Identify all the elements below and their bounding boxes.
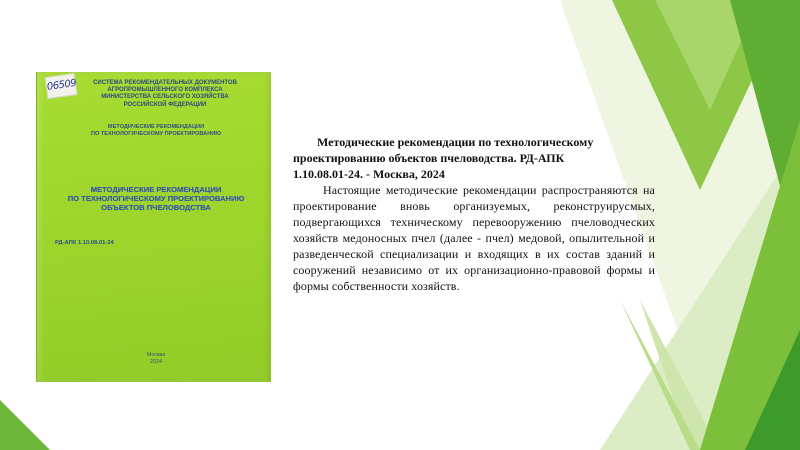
cover-year: 2024 [150,359,162,365]
cover-title-line: ПО ТЕХНОЛОГИЧЕСКОМУ ПРОЕКТИРОВАНИЮ [67,194,245,204]
cover-imprint [47,352,265,366]
description-heading [293,134,655,182]
cover-title-line: ОБЪЕКТОВ ПЧЕЛОВОДСТВА [101,203,211,213]
description-heading-line: Методические рекомендации по технологическому [317,135,594,149]
cover-document-code: РД-АПК 1.10.08.01-24 [55,240,114,246]
book-cover [36,72,271,382]
cover-subtitle-line: МЕТОДИЧЕСКИЕ РЕКОМЕНДАЦИИ [107,124,205,130]
cover-city: Москва [146,352,166,358]
description-body: Настоящие методические рекомендации распространяются на проектирование вновь организуемых, реконструирусмых, подвергающихся техническому перевооружению пчеловодческих хозяйств медоносных пчел (далее - пчел) медовой, опылительной и разведенческой специализации и входящих в их состав зданий и сооружений независимо от их организационно-правовой формы и формы собственности хозяйств. [293,183,655,293]
library-stamp: 06509 [45,73,78,99]
cover-system-line: АГРОПРОМЫШЛЕННОГО КОМПЛЕКСА [107,87,223,94]
triangle-bottom-left [0,400,50,450]
cover-title-line: МЕТОДИЧЕСКИЕ РЕКОМЕНДАЦИИ [90,185,222,194]
book-description [293,134,655,294]
cover-title [47,185,265,213]
description-heading-line: проектированию объектов пчеловодства. РД-АПК [293,151,565,165]
cover-system-line: РОССИЙСКОЙ ФЕДЕРАЦИИ [123,101,207,108]
description-heading-line: 1.10.08.01-24. - Москва, 2024 [293,167,445,181]
cover-subtitle-line: ПО ТЕХНОЛОГИЧЕСКОМУ ПРОЕКТИРОВАНИЮ [90,131,222,137]
cover-system-heading [47,80,265,109]
cover-system-line: СИСТЕМА РЕКОМЕНДАТЕЛЬНЫХ ДОКУМЕНТОВ [93,80,237,86]
cover-subtitle [47,124,265,138]
cover-system-line: МИНИСТЕРСТВА СЕЛЬСКОГО ХОЗЯЙСТВА [101,94,229,101]
